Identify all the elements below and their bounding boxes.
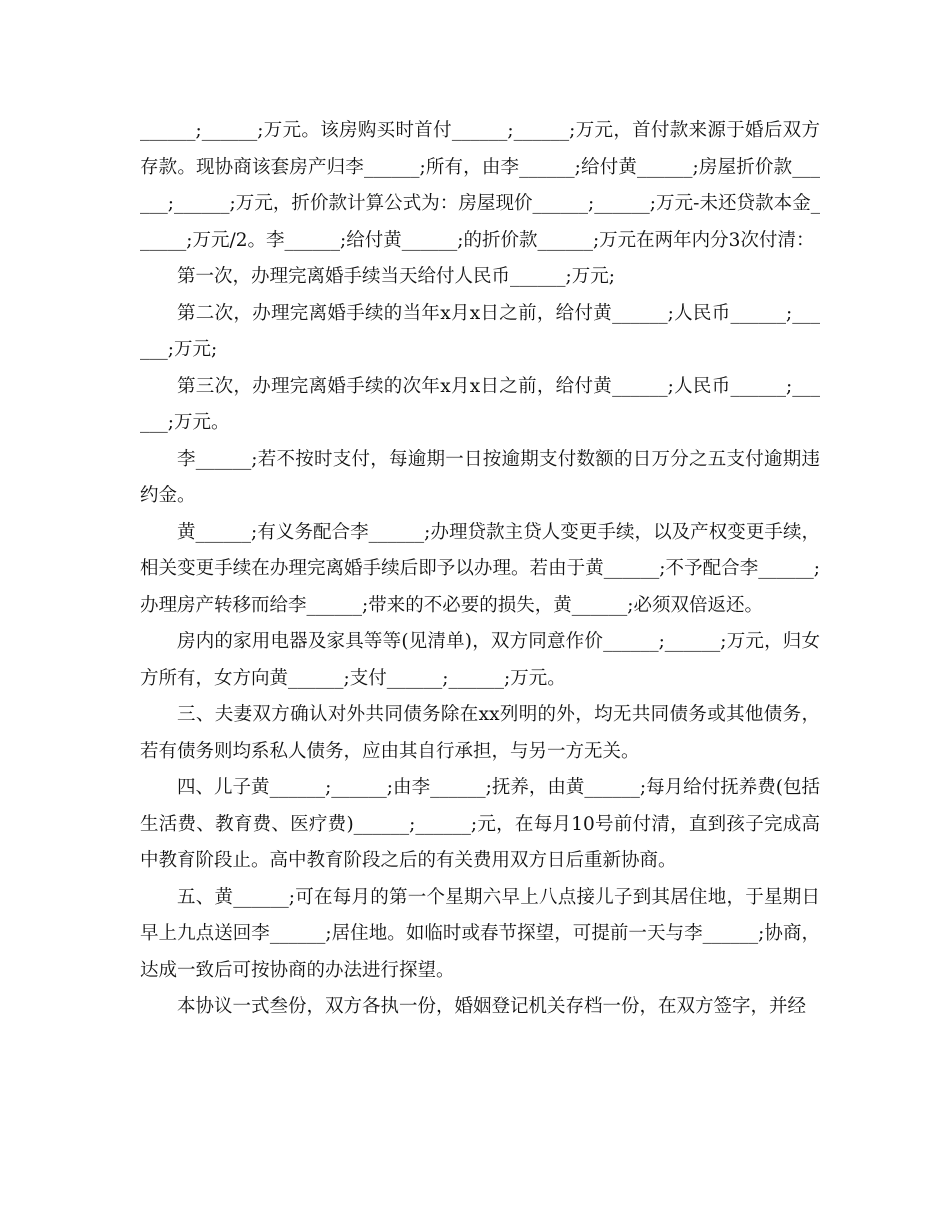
paragraph-first-payment: 第一次，办理完离婚手续当天给付人民币______;万元; <box>177 266 615 287</box>
paragraph-loan-transfer: 黄______;有义务配合李______;办理贷款主贷人变更手续，以及产权变更手续，相关变更手续在办理完离婚手续后即予以办理。若由于黄______;不予配合李______;办理房产转移而给李______;带来的不必要的损失，黄______;必须双倍返还。 <box>140 521 820 616</box>
paragraph-section-four-custody: 四、儿子黄______;______;由李______;抚养，由黄______;每月给付抚养费(包括生活费、教育费、医疗费)______;______;元，在每月10号前付清，直到孩子完成高中教育阶段止。高中教育阶段之后的有关费用双方日后重新协商。 <box>140 777 820 871</box>
paragraph-section-five-visitation: 五、黄______;可在每月的第一个星期六早上八点接儿子到其居住地，于星期日早上九点送回李______;居住地。如临时或春节探望，可提前一天与李______;协商，达成一致后可按协商的办法进行探望。 <box>140 886 820 981</box>
paragraph-copies: 本协议一式叁份，双方各执一份，婚姻登记机关存档一份，在双方签字，并经 <box>177 996 807 1017</box>
paragraph-property-price: ______;______;万元。该房购买时首付______;______;万元，首付款来源于婚后双方存款。现协商该套房产归李______;所有，由李______;给付黄______;房屋折价款______;______;万元，折价款计算公式为：房屋现价______;______;万元-未还贷款本金______;万元/2。李______;给付黄______;的折价款______;万元在两年内分3次付清： <box>140 120 820 251</box>
agreement-body <box>140 113 820 1026</box>
paragraph-section-three-debts: 三、夫妻双方确认对外共同债务除在xx列明的外，均无共同债务或其他债务，若有债务则均系私人债务，应由其自行承担，与另一方无关。 <box>140 704 820 762</box>
paragraph-third-payment: 第三次，办理完离婚手续的次年x月x日之前，给付黄______;人民币______;______;万元。 <box>140 375 820 433</box>
paragraph-furniture: 房内的家用电器及家具等等(见清单)，双方同意作价______;______;万元，归女方所有，女方向黄______;支付______;______;万元。 <box>140 631 820 689</box>
paragraph-late-penalty: 李______;若不按时支付，每逾期一日按逾期支付数额的日万分之五支付逾期违约金。 <box>140 448 820 506</box>
paragraph-second-payment: 第二次，办理完离婚手续的当年x月x日之前，给付黄______;人民币______;______;万元; <box>140 302 820 360</box>
